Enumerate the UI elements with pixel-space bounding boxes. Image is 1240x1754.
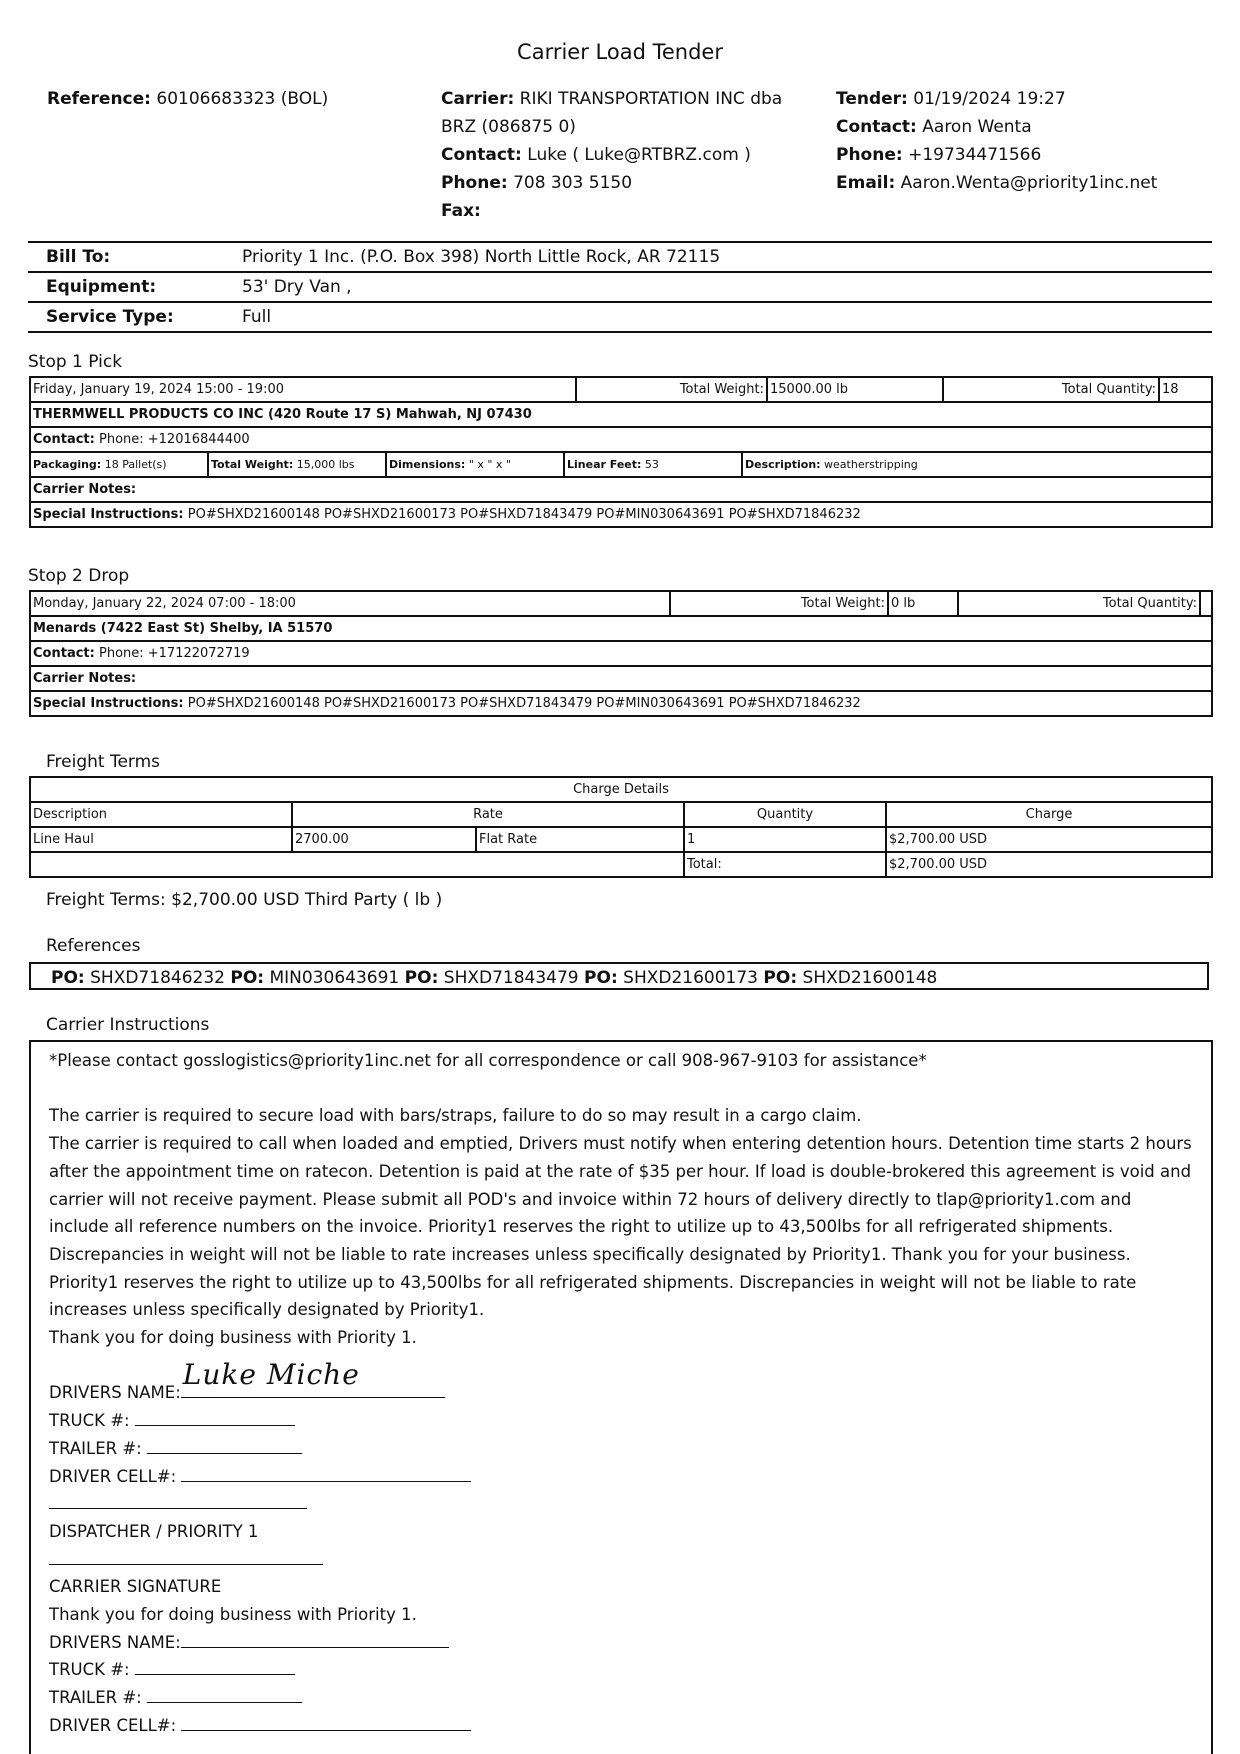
po-value: MIN030643691 <box>269 968 400 988</box>
instructions-para1: The carrier is required to secure load with bars/straps, failure to do so may result in a cargo claim. <box>49 1106 862 1126</box>
stop1-linear-feet <box>565 453 743 476</box>
carrier-contact-value: Luke ( Luke@RTBRZ.com ) <box>527 145 751 165</box>
freight-terms-line: Freight Terms: $2,700.00 USD Third Party ( lb ) <box>46 890 443 910</box>
reference-value: 60106683323 (BOL) <box>156 89 329 109</box>
reference-label: Reference: <box>47 89 151 109</box>
tender-phone-value: +19734471566 <box>908 145 1042 165</box>
equipment-label: Equipment: <box>46 277 157 297</box>
bill-to-row <box>28 241 1212 271</box>
stop2-special-label: Special Instructions: <box>33 696 184 711</box>
dispatcher-label: DISPATCHER / PRIORITY 1 <box>49 1521 259 1541</box>
po-label: PO: <box>584 968 618 988</box>
stop1-heading: Stop 1 Pick <box>28 352 123 372</box>
truck-label-2: TRUCK #: <box>49 1660 130 1680</box>
stop2-table <box>29 590 1213 717</box>
equipment-row <box>28 271 1212 301</box>
stop1-description <box>743 453 1211 476</box>
stop1-description-label: Description: <box>745 458 821 471</box>
instructions-contact-line: *Please contact gosslogistics@priority1inc.net for all correspondence or call 908-967-9103 for assistance* <box>49 1051 927 1070</box>
po-value: SHXD21600148 <box>802 968 938 988</box>
po-label: PO: <box>763 968 798 988</box>
truck-field[interactable] <box>135 1407 295 1426</box>
drivers-name-line <box>49 1358 1195 1407</box>
stop2-special-instructions <box>30 691 1212 716</box>
tender-email-label: Email: <box>836 173 896 193</box>
stop1-carrier-notes: Carrier Notes: <box>30 477 1212 502</box>
bill-to-block <box>28 241 1212 333</box>
stop2-heading: Stop 2 Drop <box>28 566 130 586</box>
charge-details-table <box>29 776 1213 878</box>
drivers-name-label: DRIVERS NAME: <box>49 1383 181 1403</box>
stop2-contact-value: Phone: +17122072719 <box>98 646 250 661</box>
col-description: Description <box>30 802 292 827</box>
stop1-linear-value: 53 <box>644 458 659 471</box>
carrier-sign-line <box>49 1546 1195 1574</box>
equipment-value: 53' Dry Van , <box>242 277 352 297</box>
references-po-bar <box>29 962 1209 990</box>
stop1-special-instructions <box>30 502 1212 527</box>
drivers-name-field-2[interactable] <box>181 1629 449 1648</box>
stop1-details-cell <box>30 452 1212 477</box>
tender-value: 01/19/2024 19:27 <box>913 89 1066 109</box>
po-value: SHXD71846232 <box>90 968 225 988</box>
stop1-details <box>31 453 1211 476</box>
total-label: Total: <box>684 852 886 877</box>
stop2-contact <box>30 641 1212 666</box>
col-rate: Rate <box>292 802 684 827</box>
tender-contact-label: Contact: <box>836 117 917 137</box>
trailer-field-2[interactable] <box>147 1684 302 1703</box>
trailer-line <box>49 1435 1195 1463</box>
charge-details-title: Charge Details <box>30 777 1212 802</box>
instructions-para2: The carrier is required to call when loaded and emptied, Drivers must notify when entering detention hours. Detention time starts 2 hours after the appointment time on ratecon. Detention is paid at the rate of $35 per hour. If load is double-brokered this agreement is void and carrier will not receive payment. Please submit all POD's and invoice within 72 hours of delivery directly to tlap@priority1.com and include all reference numbers on the invoice. Priority1 reserves the right to utilize up to 43,500lbs for all refrigerated shipments. Discrepancies in weight will not be liable to rate increases unless specifically designated by Priority1. Thank you for your business. Priority1 reserves the right to utilize up to 43,500lbs for all refrigerated shipments. Discrepancies in weight will not be liable to rate increases unless specifically designated by Priority1. <box>49 1134 1192 1320</box>
stop1-packaging-value: 18 Pallet(s) <box>104 458 167 471</box>
carrier-block <box>441 85 801 225</box>
trailer-line-2 <box>49 1684 1195 1712</box>
driver-cell-line-2 <box>49 1712 1195 1740</box>
document-title: Carrier Load Tender <box>517 40 723 64</box>
stop1-weight-value: 15,000 lbs <box>296 458 355 471</box>
stop1-total-weight-label: Total Weight: <box>576 377 767 402</box>
truck-field-2[interactable] <box>135 1656 295 1675</box>
stop1-dimensions-label: Dimensions: <box>389 458 466 471</box>
stop2-date: Monday, January 22, 2024 07:00 - 18:00 <box>30 591 670 616</box>
truck-line <box>49 1407 1195 1435</box>
stop1-contact-value: Phone: +12016844400 <box>98 432 250 447</box>
bill-to-label: Bill To: <box>46 247 111 267</box>
carrier-instructions-box <box>29 1040 1213 1754</box>
drivers-name-field[interactable] <box>181 1358 445 1398</box>
stop1-dimensions <box>387 453 565 476</box>
dispatcher-sign-line <box>49 1490 1195 1518</box>
stop1-weight-label: Total Weight: <box>211 458 294 471</box>
stop1-packaging-label: Packaging: <box>33 458 102 471</box>
driver-cell-field[interactable] <box>181 1463 471 1482</box>
stop1-date: Friday, January 19, 2024 15:00 - 19:00 <box>30 377 576 402</box>
driver-cell-line <box>49 1463 1195 1491</box>
stop2-total-weight-label: Total Weight: <box>670 591 888 616</box>
stop2-total-weight-value: 0 lb <box>888 591 958 616</box>
instructions-thanks: Thank you for doing business with Priority 1. <box>49 1328 417 1348</box>
po-label: PO: <box>404 968 439 988</box>
total-value: $2,700.00 USD <box>886 852 1212 877</box>
charge-row-quantity: 1 <box>684 827 886 852</box>
stop2-special-value: PO#SHXD21600148 PO#SHXD21600173 PO#SHXD71843479 PO#MIN030643691 PO#SHXD71846232 <box>187 696 861 711</box>
truck-line-2 <box>49 1656 1195 1684</box>
driver-cell-field-2[interactable] <box>181 1712 471 1731</box>
stop1-location: THERMWELL PRODUCTS CO INC (420 Route 17 S) Mahwah, NJ 07430 <box>30 402 1212 427</box>
carrier-name: RIKI TRANSPORTATION INC dba <box>519 89 783 109</box>
po-value: SHXD21600173 <box>623 968 758 988</box>
po-label: PO: <box>51 968 85 988</box>
instructions-thanks-2: Thank you for doing business with Priority 1. <box>49 1605 417 1625</box>
carrier-label: Carrier: <box>441 89 515 109</box>
bill-to-value: Priority 1 Inc. (P.O. Box 398) North Little Rock, AR 72115 <box>242 247 721 267</box>
carrier-name-cont: BRZ (086875 0) <box>441 117 576 137</box>
charge-row-description: Line Haul <box>30 827 292 852</box>
stop2-total-qty-value <box>1200 591 1212 616</box>
stop1-total-qty-label: Total Quantity: <box>943 377 1159 402</box>
carrier-signature-field[interactable] <box>49 1546 323 1565</box>
stop1-description-value: weatherstripping <box>824 458 918 471</box>
driver-cell-label: DRIVER CELL#: <box>49 1466 177 1486</box>
trailer-label-2: TRAILER #: <box>49 1688 142 1708</box>
service-type-row <box>28 301 1212 333</box>
col-quantity: Quantity <box>684 802 886 827</box>
carrier-phone-label: Phone: <box>441 173 508 193</box>
carrier-contact-label: Contact: <box>441 145 522 165</box>
service-type-label: Service Type: <box>46 307 174 327</box>
stop1-total-qty-value: 18 <box>1159 377 1212 402</box>
freight-heading: Freight Terms <box>46 752 161 772</box>
po-label: PO: <box>230 968 265 988</box>
trailer-label: TRAILER #: <box>49 1438 142 1458</box>
instructions-heading: Carrier Instructions <box>46 1015 210 1035</box>
drivers-name-line-2 <box>49 1629 1195 1657</box>
charge-row-rate: 2700.00 <box>292 827 476 852</box>
dispatcher-signature-field[interactable] <box>49 1490 307 1509</box>
driver-signature: Luke Miche <box>182 1358 360 1392</box>
stop1-contact-label: Contact: <box>33 432 95 447</box>
tender-email-value: Aaron.Wenta@priority1inc.net <box>900 173 1158 193</box>
driver-cell-label-2: DRIVER CELL#: <box>49 1715 177 1735</box>
stop2-carrier-notes: Carrier Notes: <box>30 666 1212 691</box>
stop1-total-weight-value: 15000.00 lb <box>767 377 943 402</box>
stop1-weight <box>209 453 387 476</box>
total-spacer <box>30 852 684 877</box>
stop2-contact-label: Contact: <box>33 646 95 661</box>
carrier-fax-label: Fax: <box>441 201 481 221</box>
tender-phone-label: Phone: <box>836 145 903 165</box>
reference-block <box>47 85 407 113</box>
carrier-phone-value: 708 303 5150 <box>513 173 633 193</box>
references-heading: References <box>46 936 141 956</box>
tender-label: Tender: <box>836 89 908 109</box>
stop1-table <box>29 376 1213 528</box>
service-type-value: Full <box>242 307 272 327</box>
stop1-packaging <box>31 453 209 476</box>
po-value: SHXD71843479 <box>443 968 579 988</box>
stop1-special-label: Special Instructions: <box>33 507 184 522</box>
col-charge: Charge <box>886 802 1212 827</box>
truck-label: TRUCK #: <box>49 1411 130 1431</box>
tender-contact-value: Aaron Wenta <box>922 117 1032 137</box>
stop2-location: Menards (7422 East St) Shelby, IA 51570 <box>30 616 1212 641</box>
charge-row-rate-type: Flat Rate <box>476 827 684 852</box>
drivers-name-label-2: DRIVERS NAME: <box>49 1632 181 1652</box>
trailer-field[interactable] <box>147 1435 302 1454</box>
stop1-special-value: PO#SHXD21600148 PO#SHXD21600173 PO#SHXD71843479 PO#MIN030643691 PO#SHXD71846232 <box>187 507 861 522</box>
stop1-linear-label: Linear Feet: <box>567 458 642 471</box>
stop2-total-qty-label: Total Quantity: <box>958 591 1200 616</box>
stop1-dimensions-value: " x " x " <box>468 458 511 471</box>
carrier-signature-label: CARRIER SIGNATURE <box>49 1577 222 1597</box>
tender-block <box>836 85 1216 197</box>
stop1-contact <box>30 427 1212 452</box>
charge-row-charge: $2,700.00 USD <box>886 827 1212 852</box>
